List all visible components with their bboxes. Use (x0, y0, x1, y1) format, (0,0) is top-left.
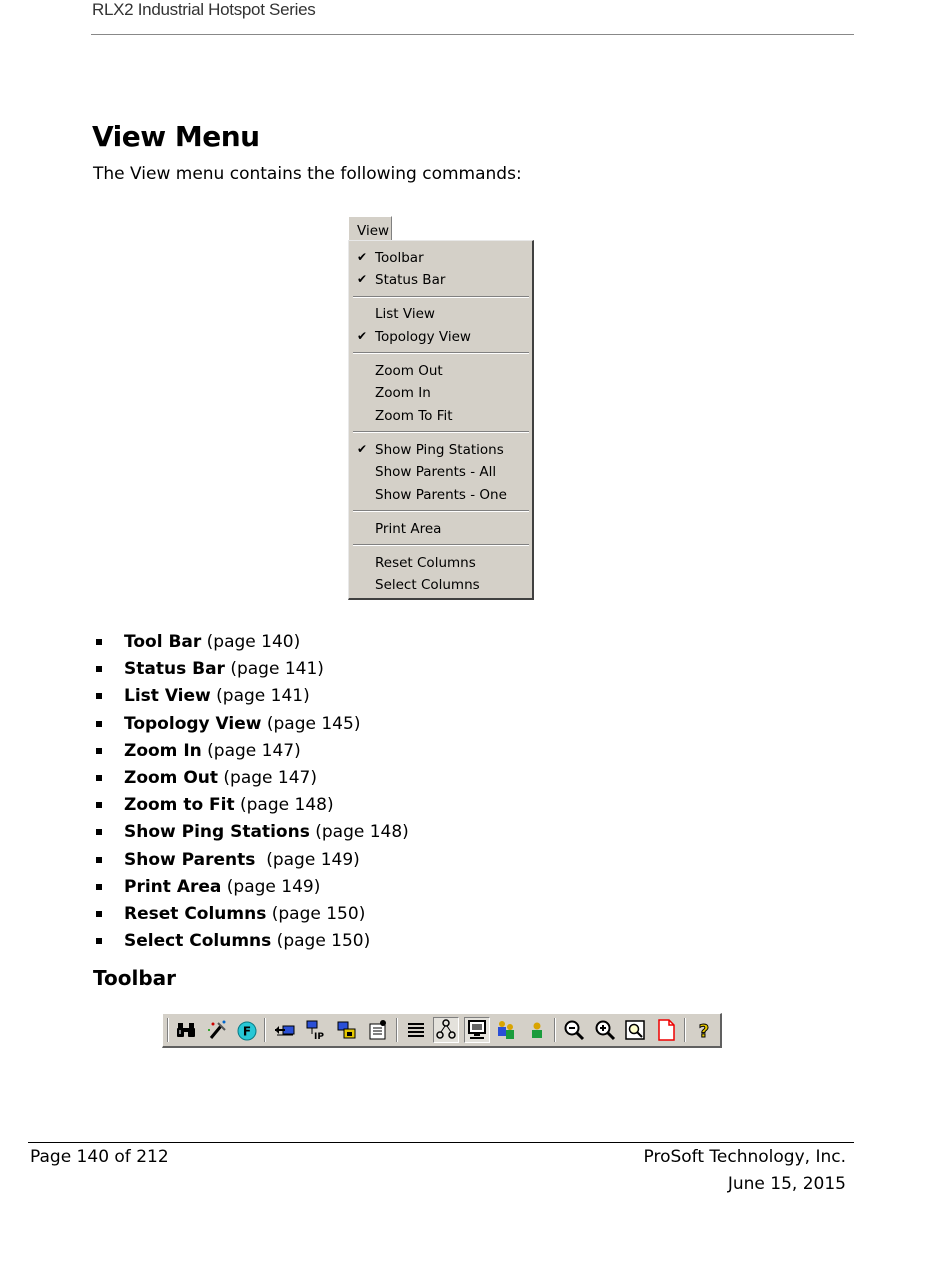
menu-item-topology-view[interactable]: ✔ Topology View (357, 329, 471, 345)
bullet-icon (96, 693, 102, 699)
bullet-icon (96, 639, 102, 645)
page-icon[interactable] (654, 1018, 678, 1042)
user-icon[interactable] (525, 1018, 549, 1042)
view-menu-screenshot (348, 216, 534, 600)
link-show-parents[interactable]: Show Parents (124, 849, 256, 870)
link-list-view[interactable]: List View (124, 686, 211, 707)
menu-item-status-bar[interactable]: ✔ Status Bar (357, 272, 446, 288)
check-icon: ✔ (357, 442, 368, 456)
menu-item-print-area[interactable]: Print Area (375, 521, 442, 537)
menu-item-reset-columns[interactable]: Reset Columns (375, 555, 476, 571)
check-icon: ✔ (357, 272, 368, 286)
menu-item-list-view[interactable]: List View (375, 306, 435, 322)
menu-item-select-columns[interactable]: Select Columns (375, 577, 480, 593)
link-tool-bar[interactable]: Tool Bar (124, 632, 202, 652)
footer-date: June 15, 2015 (727, 1174, 846, 1194)
stack-icon[interactable] (335, 1018, 359, 1042)
svg-text:?: ? (698, 1021, 710, 1042)
view-menu-dropdown (348, 240, 534, 600)
bullet-icon (96, 775, 102, 781)
link-select-columns[interactable]: Select Columns (124, 931, 272, 952)
bullet-icon (96, 802, 102, 808)
menu-separator (353, 510, 529, 512)
toolbar-separator (684, 1018, 686, 1042)
link-print-area[interactable]: Print Area (124, 876, 222, 897)
bullet-icon (96, 938, 102, 944)
menu-item-zoom-to-fit[interactable]: Zoom To Fit (375, 408, 453, 424)
link-zoom-to-fit[interactable]: Zoom to Fit (124, 795, 235, 816)
bullet-icon (96, 884, 102, 890)
menu-separator (353, 296, 529, 298)
header-title: RLX2 Industrial Hotspot Series (92, 0, 316, 19)
svg-text:F: F (242, 1024, 252, 1039)
monitor-icon[interactable] (464, 1017, 490, 1043)
link-reset-columns[interactable]: Reset Columns (124, 903, 267, 924)
page-title: View Menu (92, 120, 260, 153)
footer-company: ProSoft Technology, Inc. (643, 1147, 846, 1167)
menu-item-zoom-out[interactable]: Zoom Out (375, 363, 443, 379)
topology-icon[interactable] (433, 1017, 459, 1043)
menu-item-show-parents-one[interactable]: Show Parents - One (375, 487, 507, 503)
toolbar-separator (264, 1018, 266, 1042)
zoom-fit-icon[interactable] (623, 1018, 647, 1042)
list-icon[interactable] (404, 1018, 428, 1042)
svg-text:IP: IP (314, 1032, 324, 1042)
menu-separator (353, 544, 529, 546)
intro-text: The View menu contains the following commands: (93, 164, 522, 184)
link-topology-view[interactable]: Topology View (124, 713, 262, 734)
bullet-icon (96, 857, 102, 863)
menu-title[interactable]: View (348, 216, 392, 240)
help-icon[interactable] (692, 1018, 716, 1042)
link-show-ping-stations[interactable]: Show Ping Stations (124, 822, 310, 843)
check-icon: ✔ (357, 250, 368, 264)
link-zoom-in[interactable]: Zoom In (124, 740, 202, 761)
menu-separator (353, 431, 529, 433)
header-divider (91, 34, 854, 35)
group-icon[interactable] (494, 1018, 518, 1042)
arrow-link-icon[interactable] (273, 1018, 297, 1042)
bullet-icon (96, 829, 102, 835)
check-icon: ✔ (357, 329, 368, 343)
menu-item-toolbar[interactable]: ✔ Toolbar (357, 250, 424, 266)
link-status-bar[interactable]: Status Bar (124, 659, 225, 680)
footer-page-number: Page 140 of 212 (30, 1147, 169, 1167)
properties-icon[interactable] (366, 1018, 390, 1042)
zoom-out-icon[interactable] (562, 1018, 586, 1042)
menu-item-zoom-in[interactable]: Zoom In (375, 385, 431, 401)
toolbar-grip (167, 1018, 169, 1042)
footer-divider (28, 1142, 854, 1143)
menu-separator (353, 352, 529, 354)
binoculars-icon[interactable] (174, 1018, 198, 1042)
zoom-in-icon[interactable] (593, 1018, 617, 1042)
menu-item-show-ping-stations[interactable]: ✔ Show Ping Stations (357, 442, 504, 458)
wand-icon[interactable] (205, 1018, 229, 1042)
section-heading-toolbar: Toolbar (93, 966, 176, 990)
toolbar-separator (396, 1018, 398, 1042)
f-circle-icon[interactable] (235, 1018, 259, 1042)
bullet-icon (96, 721, 102, 727)
toolbar-separator (554, 1018, 556, 1042)
ip-icon[interactable] (304, 1018, 328, 1042)
toolbar-screenshot (162, 1013, 722, 1048)
bullet-icon (96, 666, 102, 672)
menu-item-show-parents-all[interactable]: Show Parents - All (375, 464, 497, 480)
bullet-icon (96, 748, 102, 754)
link-zoom-out[interactable]: Zoom Out (124, 767, 218, 788)
bullet-icon (96, 911, 102, 917)
